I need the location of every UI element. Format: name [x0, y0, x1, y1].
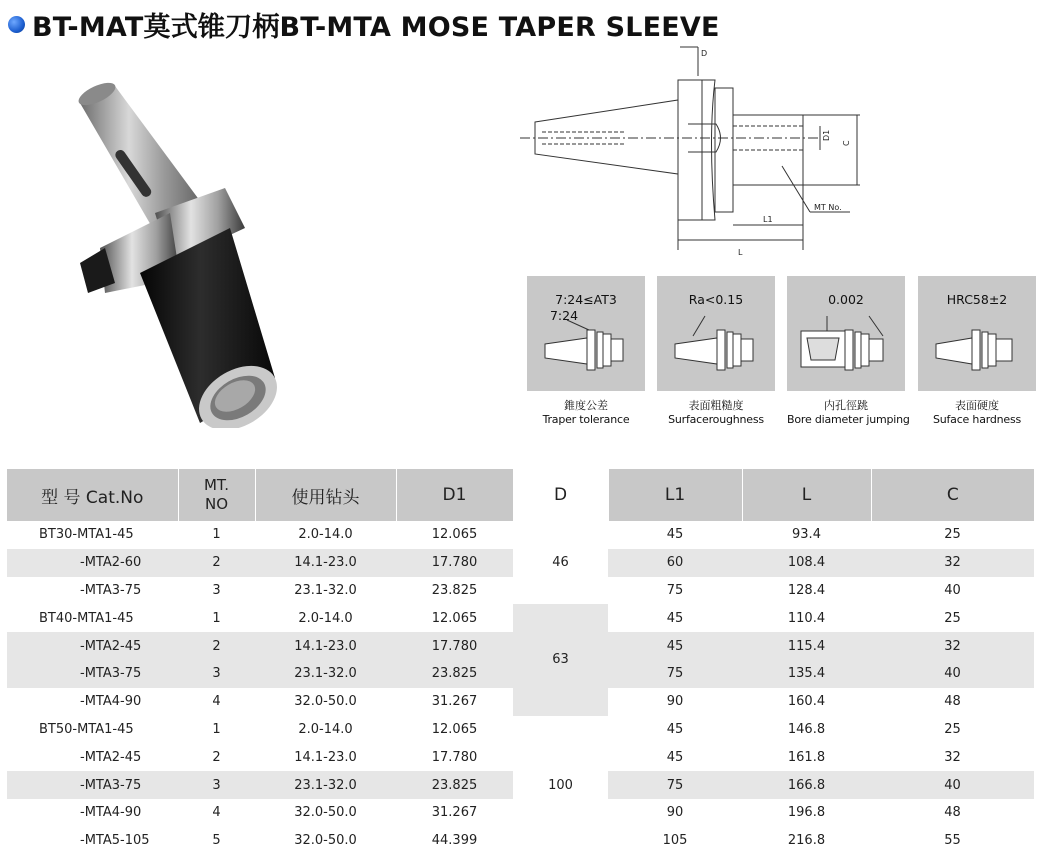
- header-d1: D1: [396, 469, 513, 521]
- drawing-label-c: C: [842, 140, 851, 146]
- spec-taper-cn: 錐度公差: [564, 399, 608, 412]
- table-row: [7, 521, 1034, 549]
- cell-l: 115.4: [742, 632, 871, 660]
- page-title: BT-MAT莫式锥刀柄BT-MTA MOSE TAPER SLEEVE: [32, 11, 720, 43]
- cell-drill: 2.0-14.0: [298, 527, 353, 543]
- cell-d1: 12.065: [431, 610, 478, 626]
- cell-cat-no: -MTA3-75: [7, 660, 178, 688]
- spec-roughness-cn: 表面粗糙度: [688, 399, 744, 412]
- cell-d1: 12.065: [431, 721, 478, 737]
- cell-l1: 90: [666, 805, 684, 821]
- cell-c: 32: [871, 549, 1034, 577]
- cell-d1: 17.780: [396, 632, 513, 660]
- technical-drawing: [520, 40, 880, 265]
- spec-taper-sub: 7:24: [549, 308, 579, 323]
- cell-mt-no: 5: [212, 833, 221, 849]
- drawing-label-d: D: [701, 49, 708, 58]
- spec-taper-en: Traper tolerance: [542, 413, 630, 426]
- cell-l: 110.4: [787, 610, 826, 626]
- roughness-holder-icon: [657, 276, 775, 391]
- table-row: [7, 604, 1034, 632]
- cell-d: 63: [513, 604, 608, 715]
- cell-mt-no: 3: [178, 660, 255, 688]
- cell-drill: 23.1-32.0: [255, 660, 396, 688]
- cell-l: 93.4: [792, 527, 821, 543]
- header-c: C: [871, 469, 1034, 521]
- cell-mt-no: 4: [212, 694, 221, 710]
- cell-mt-no: 1: [212, 721, 221, 737]
- cell-mt-no: 4: [212, 805, 221, 821]
- cell-l: 108.4: [742, 549, 871, 577]
- cell-l1: 45: [608, 632, 742, 660]
- cell-drill: 32.0-50.0: [294, 805, 357, 821]
- cell-l: 160.4: [787, 694, 826, 710]
- cell-cat-no: -MTA3-75: [80, 582, 142, 598]
- cell-drill: 23.1-32.0: [294, 582, 357, 598]
- cell-l1: 75: [608, 660, 742, 688]
- cell-l: 128.4: [787, 582, 826, 598]
- product-photo: [60, 78, 300, 428]
- cell-c: 32: [944, 749, 961, 765]
- cell-drill: 32.0-50.0: [294, 833, 357, 849]
- cell-c: 40: [871, 771, 1034, 799]
- cell-l1: 75: [666, 582, 684, 598]
- header-cat-no: 型 号 Cat.No: [7, 469, 178, 521]
- cell-l: 166.8: [742, 771, 871, 799]
- cell-l1: 90: [666, 694, 684, 710]
- cell-c: 55: [944, 833, 961, 849]
- spec-surface-hardness: [918, 276, 1036, 426]
- cell-cat-no: BT40-MTA1-45: [39, 610, 134, 626]
- cell-cat-no: -MTA2-60: [7, 549, 178, 577]
- header-drill: 使用钻头: [255, 469, 396, 521]
- cell-mt-no: 3: [212, 582, 221, 598]
- cell-c: 25: [944, 721, 961, 737]
- spec-taper-tolerance: [527, 276, 645, 426]
- table-header-row: [7, 469, 1034, 521]
- bore-holder-icon: [787, 276, 905, 391]
- spec-hardness-en: Suface hardness: [932, 413, 1022, 426]
- spec-surface-roughness: [657, 276, 775, 426]
- cell-cat-no: -MTA4-90: [80, 805, 142, 821]
- cell-c: 25: [944, 610, 961, 626]
- drawing-label-d1: D1: [822, 129, 831, 141]
- spec-bore-head: 0.002: [828, 292, 864, 307]
- cell-l1: 60: [608, 549, 742, 577]
- cell-cat-no: -MTA4-90: [80, 694, 142, 710]
- spec-taper-head: 7:24≤AT3: [555, 292, 617, 307]
- taper-holder-icon: [527, 276, 645, 391]
- cell-d1: 23.825: [396, 660, 513, 688]
- cell-d1: 31.267: [431, 694, 478, 710]
- header-d: D: [513, 469, 608, 521]
- cell-cat-no: -MTA3-75: [7, 771, 178, 799]
- cell-cat-no: -MTA2-45: [80, 749, 142, 765]
- cell-l1: 45: [666, 721, 684, 737]
- cell-drill: 14.1-23.0: [255, 632, 396, 660]
- cell-c: 48: [944, 805, 961, 821]
- bullet-icon: [8, 16, 25, 33]
- drawing-label-l: L: [738, 248, 743, 257]
- cell-mt-no: 2: [178, 549, 255, 577]
- cell-d: 100: [548, 777, 573, 793]
- cell-mt-no: 1: [212, 527, 221, 543]
- cell-cat-no: BT30-MTA1-45: [39, 527, 134, 543]
- spec-bore-jumping: [787, 276, 910, 426]
- cell-d1: 31.267: [431, 805, 478, 821]
- cell-l1: 75: [608, 771, 742, 799]
- cell-d1: 17.780: [396, 549, 513, 577]
- spec-hardness-cn: 表面硬度: [955, 399, 999, 412]
- cell-cat-no: -MTA2-45: [7, 632, 178, 660]
- cell-l1: 105: [662, 833, 688, 849]
- title-row: [8, 4, 720, 44]
- cell-d1: 23.825: [396, 771, 513, 799]
- cell-c: 40: [871, 660, 1034, 688]
- cell-d1: 17.780: [431, 749, 478, 765]
- cell-c: 40: [944, 582, 961, 598]
- cell-l: 196.8: [787, 805, 826, 821]
- cell-drill: 32.0-50.0: [294, 694, 357, 710]
- cell-l: 216.8: [787, 833, 826, 849]
- cell-l1: 45: [666, 749, 684, 765]
- cell-c: 25: [944, 527, 961, 543]
- cell-drill: 2.0-14.0: [298, 610, 353, 626]
- spec-bore-cn: 内孔徑跳: [824, 399, 868, 412]
- spec-bore-en: Bore diameter jumping: [787, 413, 910, 426]
- cell-mt-no: 2: [178, 632, 255, 660]
- cell-cat-no: -MTA5-105: [80, 833, 150, 849]
- cell-drill: 14.1-23.0: [294, 749, 357, 765]
- cell-mt-no: 2: [212, 749, 221, 765]
- spec-hardness-head: HRC58±2: [946, 292, 1008, 307]
- table-row: [7, 716, 1034, 744]
- cell-d1: 44.399: [431, 833, 478, 849]
- cell-cat-no: BT50-MTA1-45: [39, 721, 134, 737]
- cell-l1: 45: [666, 610, 684, 626]
- cell-drill: 14.1-23.0: [255, 549, 396, 577]
- cell-l: 146.8: [787, 721, 826, 737]
- cell-drill: 2.0-14.0: [298, 721, 353, 737]
- cell-mt-no: 3: [178, 771, 255, 799]
- drawing-label-l1: L1: [763, 215, 773, 224]
- cell-l: 161.8: [787, 749, 826, 765]
- spec-roughness-en: Surfaceroughness: [668, 413, 764, 426]
- spec-roughness-head: Ra<0.15: [688, 292, 744, 307]
- hardness-holder-icon: [918, 276, 1036, 391]
- cell-l1: 45: [666, 527, 684, 543]
- spec-table: [7, 469, 1034, 855]
- header-l: L: [742, 469, 871, 521]
- header-mt-no: MT. NO: [178, 469, 255, 521]
- cell-mt-no: 1: [212, 610, 221, 626]
- cell-d1: 23.825: [431, 582, 478, 598]
- cell-c: 48: [944, 694, 961, 710]
- cell-c: 32: [871, 632, 1034, 660]
- header-l1: L1: [608, 469, 742, 521]
- drawing-label-mt-no: MT No.: [814, 203, 842, 212]
- cell-l: 135.4: [742, 660, 871, 688]
- cell-d1: 12.065: [431, 527, 478, 543]
- cell-drill: 23.1-32.0: [255, 771, 396, 799]
- cell-d: 46: [552, 555, 569, 571]
